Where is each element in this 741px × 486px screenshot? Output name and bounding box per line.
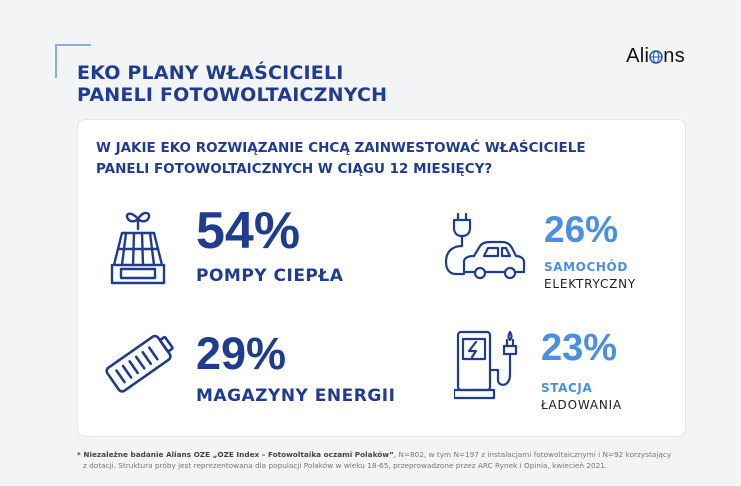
footnote-source: * Niezależne badanie Alians OZE „OZE Index – Fotowoltaika oczami Polaków” bbox=[77, 450, 394, 459]
footnote-line1 bbox=[77, 449, 687, 460]
stat-energy-storage-percent: 29% bbox=[196, 328, 287, 379]
charging-station-icon bbox=[454, 326, 520, 408]
stat-heat-pumps bbox=[196, 202, 344, 286]
stat-heat-pumps-label: POMPY CIEPŁA bbox=[196, 266, 344, 286]
footnote-line2: z dotacji. Struktura próby jest reprezentowana dla populacji Polaków w wieku 18-65, przeprowadzone przez ARC Rynek i Opinia, kwiecień 2021. bbox=[83, 461, 608, 470]
question-line2: PANELI FOTOWOLTAICZNYCH W CIĄGU 12 MIESIĘCY? bbox=[96, 161, 493, 177]
battery-icon bbox=[102, 322, 180, 406]
page-title-line1: EKO PLANY WŁAŚCICIELI bbox=[77, 62, 344, 84]
stat-charging-station-label1: STACJA bbox=[541, 381, 593, 395]
logo-text-end: ns bbox=[663, 45, 685, 67]
logo-text-start: Ali bbox=[626, 45, 650, 67]
stat-energy-storage bbox=[196, 328, 396, 406]
stat-energy-storage-label: MAGAZYNY ENERGII bbox=[196, 386, 396, 406]
globe-icon bbox=[649, 47, 663, 70]
stat-electric-car bbox=[544, 211, 636, 291]
stat-charging-station bbox=[541, 329, 622, 412]
page-title bbox=[77, 62, 387, 106]
stat-electric-car-percent: 26% bbox=[544, 209, 619, 250]
corner-accent-horizontal bbox=[55, 44, 91, 46]
stat-electric-car-label1: SAMOCHÓD bbox=[544, 260, 628, 274]
stat-heat-pumps-percent: 54% bbox=[196, 202, 301, 260]
stat-charging-station-percent: 23% bbox=[541, 327, 618, 369]
house-solar-plant-icon bbox=[104, 207, 172, 289]
corner-accent-vertical bbox=[55, 44, 57, 78]
footnote bbox=[77, 449, 687, 471]
question-line1: W JAKIE EKO ROZWIĄZANIE CHCĄ ZAINWESTOWAĆ WŁAŚCICIELE bbox=[96, 140, 586, 156]
stat-electric-car-label2: ELEKTRYCZNY bbox=[544, 277, 637, 291]
electric-car-plug-icon bbox=[440, 210, 526, 290]
alians-logo bbox=[626, 45, 685, 70]
stat-charging-station-label2: ŁADOWANIA bbox=[541, 398, 622, 412]
question-heading bbox=[96, 138, 656, 180]
page-title-line2: PANELI FOTOWOLTAICZNYCH bbox=[77, 84, 388, 106]
footnote-sample: , N=802, w tym N=197 z instalacjami fotowoltaicznymi i N=92 korzystający bbox=[393, 450, 672, 459]
